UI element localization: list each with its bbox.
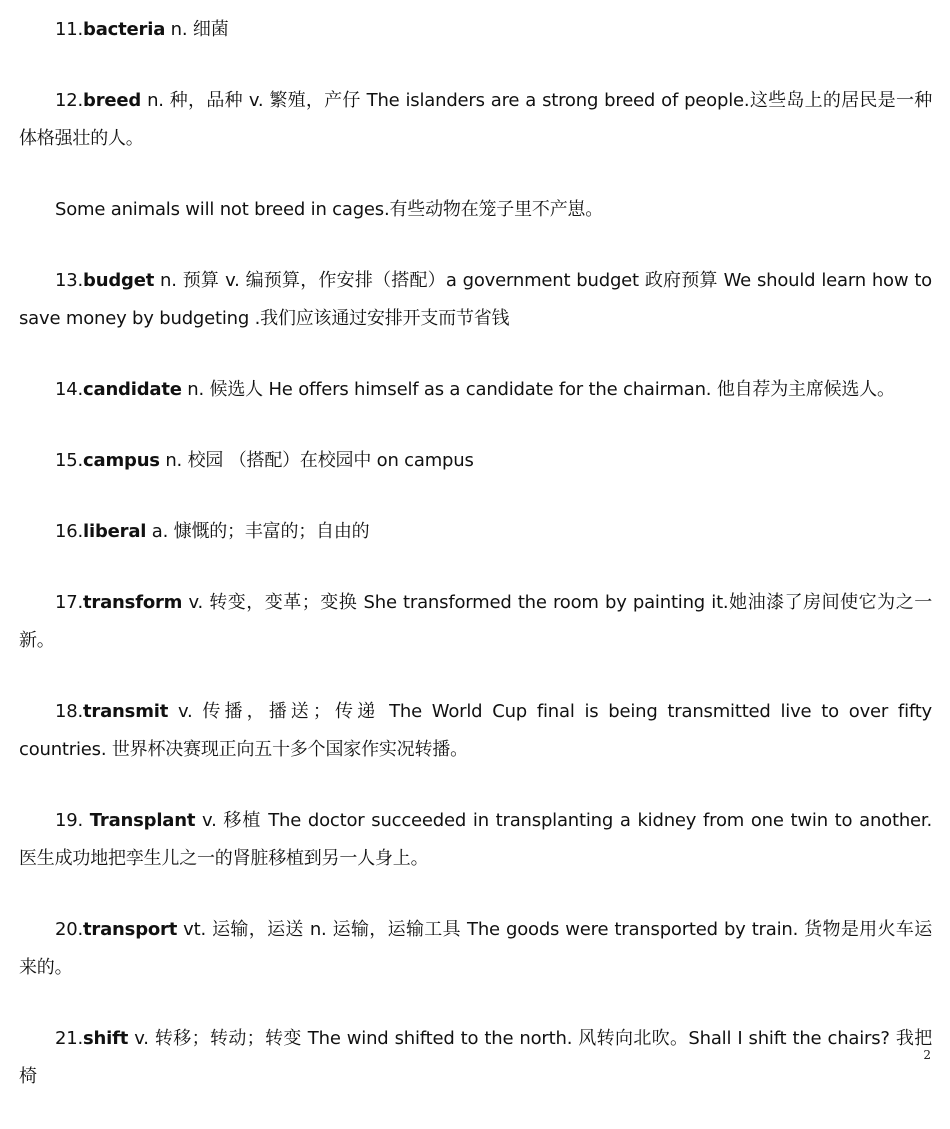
entry-number: 14. xyxy=(55,379,84,400)
entry-word: Transplant xyxy=(89,810,196,831)
entry-definition: n. 校园 （搭配）在校园中 on campus xyxy=(159,450,474,471)
entry-word: liberal xyxy=(83,521,147,542)
entry-number: 13. xyxy=(55,270,84,291)
entry-word: shift xyxy=(83,1028,129,1049)
entry-number: 11. xyxy=(55,19,84,40)
entry-definition: n. 细菌 xyxy=(165,19,229,40)
document-page xyxy=(19,11,932,1129)
page-number: 2 xyxy=(923,1048,931,1062)
entry-definition: n. 预算 v. 编预算，作安排（搭配）a government budget 政府预算 We should learn how to save money by budgeting .我们应该通过安排开支而节省钱 xyxy=(19,270,932,329)
entry-word: transmit xyxy=(83,701,169,722)
entry-definition: v. 转移；转动；转变 The wind shifted to the north. 风转向北吹。Shall I shift the chairs? 我把椅 xyxy=(19,1028,932,1087)
entry-number: 16. xyxy=(55,521,84,542)
entry-word: budget xyxy=(83,270,155,291)
entry-definition: a. 慷慨的；丰富的；自由的 xyxy=(146,521,370,542)
entry-word: transform xyxy=(83,592,183,613)
entry-number: 12. xyxy=(55,90,84,111)
entry-number: 15. xyxy=(55,450,84,471)
entry-definition: v. 传播，播送；传递 The World Cup final is being transmitted live to over fifty countries. 世界杯决赛现正向五十多个国家作实况转播。 xyxy=(19,701,932,760)
entry-word: campus xyxy=(83,450,160,471)
vocab-entry-18 xyxy=(19,693,932,769)
entry-word: bacteria xyxy=(83,19,166,40)
entry-number: 17. xyxy=(55,592,84,613)
vocab-entry-19 xyxy=(19,802,932,878)
vocab-entry-12 xyxy=(19,82,932,158)
vocab-entry-17 xyxy=(19,584,932,660)
entry-word: candidate xyxy=(83,379,182,400)
vocab-entry-16 xyxy=(19,513,932,551)
vocab-entry-14 xyxy=(19,371,932,409)
entry-word: breed xyxy=(83,90,142,111)
vocab-entry-12-example xyxy=(19,191,932,229)
entry-number: 19. xyxy=(55,810,90,831)
entry-definition: v. 转变，变革；变换 She transformed the room by painting it.她油漆了房间使它为之一新。 xyxy=(19,592,932,651)
vocab-entry-20 xyxy=(19,911,932,987)
vocab-entry-13 xyxy=(19,262,932,338)
entry-number: 18. xyxy=(55,701,84,722)
entry-definition: n. 种，品种 v. 繁殖，产仔 The islanders are a strong breed of people.这些岛上的居民是一种体格强壮的人。 xyxy=(19,90,932,149)
entry-number: 21. xyxy=(55,1028,84,1049)
vocab-entry-15 xyxy=(19,442,932,480)
entry-definition: Some animals will not breed in cages.有些动物在笼子里不产崽。 xyxy=(55,199,604,220)
vocab-entry-11 xyxy=(19,11,932,49)
vocab-entry-21 xyxy=(19,1020,932,1096)
entry-number: 20. xyxy=(55,919,84,940)
entry-definition: v. 移植 The doctor succeeded in transplanting a kidney from one twin to another. 医生成功地把孪生儿之一的肾脏移植到另一人身上。 xyxy=(19,810,932,869)
entry-word: transport xyxy=(83,919,178,940)
entry-definition: n. 候选人 He offers himself as a candidate for the chairman. 他自荐为主席候选人。 xyxy=(181,379,895,400)
entry-definition: vt. 运输，运送 n. 运输，运输工具 The goods were transported by train. 货物是用火车运来的。 xyxy=(19,919,932,978)
